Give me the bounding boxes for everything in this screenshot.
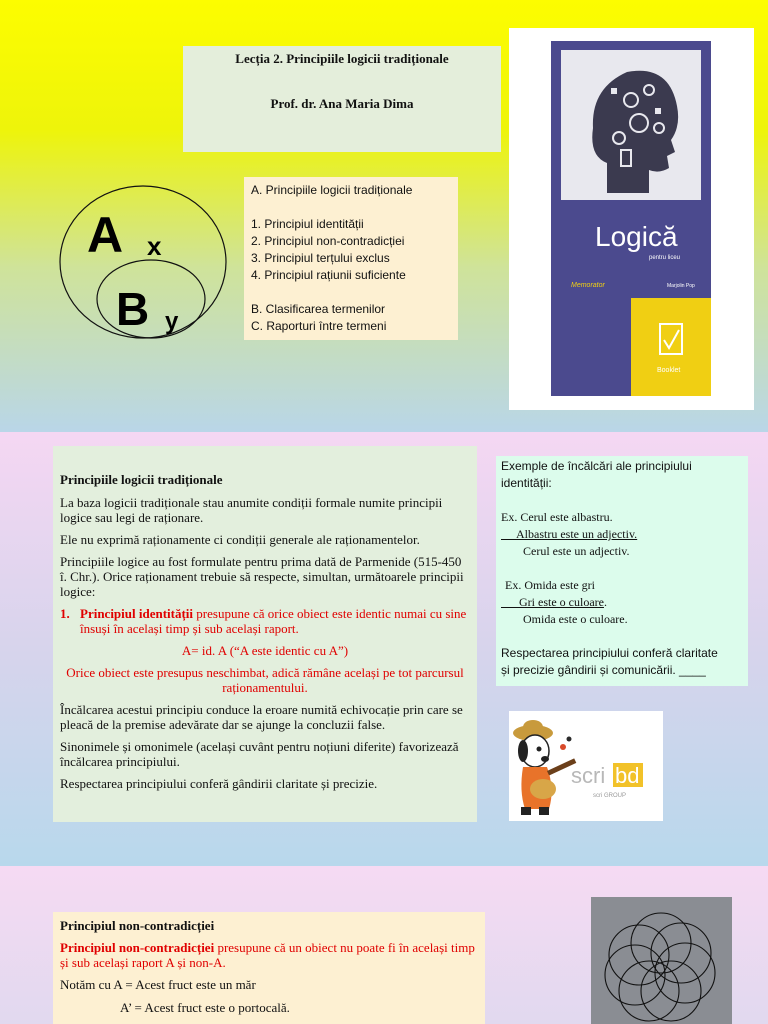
book-title: Logică xyxy=(595,221,678,252)
toc-item: 1. Principiul identității xyxy=(251,217,364,231)
venn-label-y: y xyxy=(165,308,179,335)
example-line: Cerul este un adjectiv. xyxy=(523,544,630,558)
venn-label-b: B xyxy=(116,283,150,335)
example-line xyxy=(501,526,748,543)
paragraph: La baza logicii tradiționale stau anumite condiții formale numite principii logice sau legi de raționare. xyxy=(60,495,443,525)
example-punctuation: . xyxy=(603,595,607,609)
example-premise-underlined: Albastru este un adjectiv. xyxy=(516,527,638,541)
venn-label-x: x xyxy=(147,231,162,261)
lesson-title: Lecția 2. Principiile logicii tradiționale xyxy=(235,51,449,66)
book-publisher: Booklet xyxy=(657,367,681,374)
notation-line: Notăm cu A = Acest fruct este un măr xyxy=(60,977,256,992)
principle-text: presupune că un obiect nu poate fi în același timp și sub același raport A și non-A. xyxy=(60,940,475,970)
identity-principle-box xyxy=(53,446,477,822)
book-series: Memorator xyxy=(571,282,605,289)
toc-item: 4. Principiul rațiunii suficiente xyxy=(251,268,406,282)
scribd-tagline: scri GROUP xyxy=(593,793,626,799)
book-cover-image xyxy=(509,28,754,410)
section-heading: Principiile logicii tradiționale xyxy=(60,472,223,487)
principle-statement xyxy=(60,606,470,636)
author-name: Prof. dr. Ana Maria Dima xyxy=(270,96,414,111)
principle-number: 1. xyxy=(60,606,70,621)
example-line: Ex. Omida este gri xyxy=(505,578,595,592)
book-cover-yellow-block xyxy=(631,298,711,396)
toc-item: 2. Principiul non-contradicției xyxy=(251,234,405,248)
overlapping-circles-rosette-icon xyxy=(591,897,732,1024)
scribd-brand-a: scri xyxy=(571,763,606,788)
rosette-image xyxy=(591,897,732,1024)
principle-name: Principiul non-contradicției xyxy=(60,940,215,955)
notation-line: A’ = Acest fruct este o portocală. xyxy=(120,1000,290,1015)
slide-non-contradiction xyxy=(0,866,768,1024)
principle-text: presupune că orice obiect este identic numai cu sine însuși în același timp și sub același raport. xyxy=(80,606,467,636)
paragraph: Respectarea principiului conferă gândirii claritate și precizie. xyxy=(60,776,378,791)
slide-title xyxy=(0,0,768,432)
examples-intro: identității: xyxy=(501,476,552,490)
example-line: Ex. Cerul este albastru. xyxy=(501,510,613,524)
examples-box xyxy=(496,456,748,686)
scribd-mascot-image xyxy=(509,711,663,821)
paragraph: Sinonimele și omonimele (același cuvânt pentru noțiuni diferite) favorizează încălcarea principiului. xyxy=(60,739,459,769)
toc-item: 3. Principiul terțului exclus xyxy=(251,251,390,265)
book-author: Marjolin Pop xyxy=(667,283,695,289)
slide-identity-principle xyxy=(0,432,768,866)
paragraph: Principiile logice au fost formulate pentru prima dată de Parmenide (515-450 î. Chr.). Orice raționament trebuie să respecte, simultan, următoarele principii logice: xyxy=(60,554,464,599)
book-subtitle: pentru liceu xyxy=(649,255,681,261)
toc-section-b: B. Clasificarea termenilor xyxy=(251,302,386,316)
example-premise-underlined: Gri este o culoare xyxy=(519,595,604,609)
principle-name: Principiul identității xyxy=(80,606,194,621)
dog-guitar-mascot-icon xyxy=(513,720,576,815)
scribd-brand-b: bd xyxy=(615,763,640,788)
principle-note: Orice obiect este presupus neschimbat, adică rămâne același pe tot parcursul raționamentului. xyxy=(66,665,464,695)
identity-formula: A= id. A (“A este identic cu A”) xyxy=(181,643,349,658)
inner-circle-b xyxy=(97,260,205,338)
examples-intro: Exemple de încălcări ale principiului xyxy=(501,459,692,473)
toc-heading: A. Principiile logicii tradiționale xyxy=(251,183,413,197)
non-contradiction-box xyxy=(53,912,485,1024)
lesson-title-box xyxy=(183,46,501,152)
paragraph: Încălcarea acestui principiu conduce la eroare numită echivocație prin care se pleacă de la premise adevărate dar se ajunge la concluzii false. xyxy=(60,702,463,732)
venn-label-a: A xyxy=(87,207,124,263)
paragraph: Ele nu exprimă raționamente ci condiții generale ale raționamentelor. xyxy=(60,532,420,547)
examples-closing: Respectarea principiului conferă claritate xyxy=(501,646,718,660)
table-of-contents xyxy=(244,177,458,340)
examples-closing: și precizie gândirii și comunicării. ____ xyxy=(501,663,706,677)
toc-section-c: C. Raporturi între termeni xyxy=(251,319,387,333)
example-line: Omida este o culoare. xyxy=(523,612,628,626)
venn-diagram xyxy=(55,178,230,343)
example-line xyxy=(501,594,748,611)
principle-statement xyxy=(60,940,478,970)
section-heading: Principiul non-contradicției xyxy=(60,918,215,933)
